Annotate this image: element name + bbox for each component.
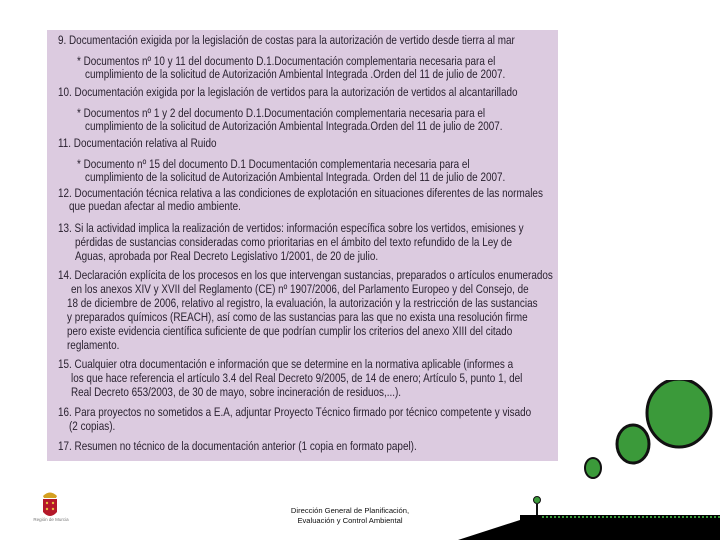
- item-text: que puedan afectar al medio ambiente.: [69, 199, 241, 213]
- region-coat-of-arms-logo: [34, 488, 66, 528]
- item-text: 10. Documentación exigida por la legislación de vertidos para la autorización de vertidos al alcantarillado: [58, 85, 518, 99]
- item-text: 13. Si la actividad implica la realización de vertidos: información específica sobre los vertidos, emisiones y: [58, 221, 524, 235]
- item-text: 11. Documentación relativa al Ruido: [58, 136, 217, 150]
- sub-item-text: cumplimiento de la solicitud de Autorización Ambiental Integrada. Orden del 11 de julio de 2007.: [85, 170, 506, 184]
- logo-text: Región de Murcia: [33, 517, 69, 522]
- sub-item-text: * Documentos nº 1 y 2 del documento D.1.Documentación complementaria necesaria para el: [77, 106, 486, 120]
- item-text: pero existe evidencia científica suficiente de que podrían cumplir los criterios del anexo XIII del citado: [67, 324, 513, 338]
- item-text: los que hace referencia el artículo 3.4 del Real Decreto 9/2005, de 14 de enero; Artículo 5, punto 1, del: [71, 371, 523, 385]
- sub-item-text: * Documentos nº 10 y 11 del documento D.1.Documentación complementaria necesaria para el: [77, 54, 496, 68]
- item-text: pérdidas de sustancias consideradas como prioritarias en el ámbito del texto refundido de la Ley de: [75, 235, 512, 249]
- caption-line-1: Dirección General de Planificación,: [290, 506, 410, 515]
- bubble-medium: [617, 425, 649, 463]
- item-text: y preparados químicos (REACH), así como de las sustancias para las que no exista una resolución firme: [67, 310, 528, 324]
- bubble-tiny: [534, 497, 541, 504]
- item-text: en los anexos XIV y XVII del Reglamento (CE) nº 1907/2006, del Parlamento Europeo y del Consejo, de: [71, 282, 529, 296]
- bubble-small: [585, 458, 601, 478]
- item-text: reglamento.: [67, 338, 120, 352]
- item-text: (2 copias).: [69, 419, 116, 433]
- item-text: 12. Documentación técnica relativa a las condiciones de explotación en situaciones diferentes de las normales: [58, 186, 543, 200]
- item-text: 14. Declaración explícita de los procesos en los que intervengan sustancias, preparados o artículos enumerados: [58, 268, 553, 282]
- item-text: 15. Cualquier otra documentación e información que se determine en la normativa aplicable (informes a: [58, 357, 514, 371]
- item-text: Aguas, aprobada por Real Decreto Legislativo 1/2001, de 20 de julio.: [75, 249, 379, 263]
- item-text: 18 de diciembre de 2006, relativo al registro, la evaluación, la autorización y la restricción de las sustancias: [67, 296, 538, 310]
- caption-line-2: Evaluación y Control Ambiental: [297, 516, 403, 525]
- item-text: 9. Documentación exigida por la legislación de costas para la autorización de vertido desde tierra al mar: [58, 33, 515, 47]
- sub-item-text: * Documento nº 15 del documento D.1 Documentación complementaria necesaria para el: [77, 157, 470, 171]
- item-text: 16. Para proyectos no sometidos a E.A, adjuntar Proyecto Técnico firmado por técnico competente y visado: [58, 405, 532, 419]
- item-text: 17. Resumen no técnico de la documentación anterior (1 copia en formato papel).: [58, 439, 417, 453]
- sub-item-text: cumplimiento de la solicitud de Autorización Ambiental Integrada .Orden del 11 de julio de 2007.: [85, 67, 506, 81]
- ground-silhouette: [458, 520, 720, 540]
- item-text: Real Decreto 653/2003, de 30 de mayo, sobre incineración de residuos,...).: [71, 385, 402, 399]
- green-bubbles-decoration: [450, 380, 720, 540]
- footer-caption: [250, 506, 450, 526]
- sub-item-text: cumplimiento de la solicitud de Autorización Ambiental Integrada.Orden del 11 de julio de 2007.: [85, 119, 503, 133]
- bubble-large: [647, 380, 711, 447]
